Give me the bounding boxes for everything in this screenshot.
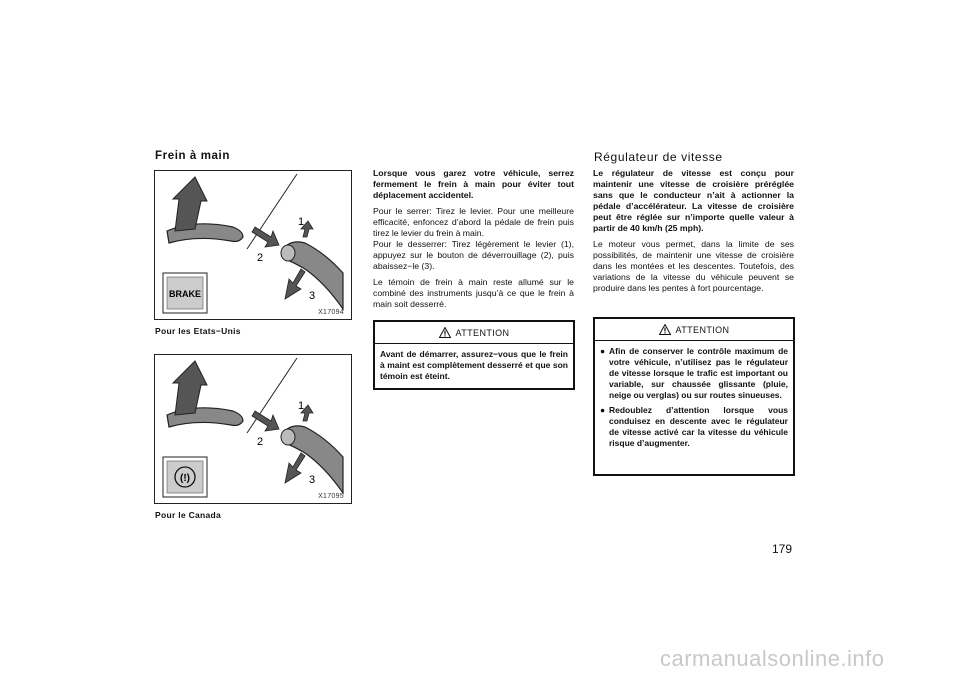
parking-brake-illustration-canada (155, 355, 352, 504)
cruise-control-note: Le moteur vous permet, dans la limite de ses possibilités, de maintenir une vitesse de croisière dans les montées et les descentes. Toutefois, des variations de la vitesse du véhicule peuvent se produire dans les pentes à fort pourcentage. (593, 239, 794, 293)
figure-caption-usa: Pour les Etats−Unis (155, 326, 241, 336)
attention-bullet (600, 346, 788, 401)
brake-lamp-label: (!) (180, 473, 190, 484)
callout-1: 1 (298, 400, 305, 412)
attention-header (595, 319, 793, 341)
cruise-control-text (593, 168, 794, 299)
parking-brake-illustration (155, 171, 352, 320)
parking-brake-intro: Lorsque vous garez votre véhicule, serrez fermement le frein à main pour éviter tout déplacement accidentel. (373, 168, 574, 200)
attention-text: Avant de démarrer, assurez−vous que le frein à maint est complètement desserré et que son témoin est éteint. (380, 349, 568, 381)
bullet-icon: ● (600, 346, 606, 356)
page-number: 179 (772, 542, 793, 556)
section-title-regulateur: Régulateur de vitesse (594, 150, 723, 164)
callout-1: 1 (298, 216, 305, 228)
callout-2: 2 (257, 252, 264, 264)
brake-lamp-label: BRAKE (168, 289, 202, 299)
attention-bullet-text: Redoublez d’attention lorsque vous conduisez en descente avec le régulateur de vitesse activé car la vitesse du véhicule risque d’augmenter. (609, 405, 788, 448)
parking-brake-apply: Pour le serrer: Tirez le levier. Pour une meilleure efficacité, enfoncez d’abord la pédale de frein puis tirez le levier du frein à main. (373, 206, 574, 238)
callout-3: 3 (309, 290, 316, 302)
attention-bullet-text: Afin de conserver le contrôle maximum de votre véhicule, n’utilisez pas le régulateur de vitesse lorsque le trafic est important ou variable, sur chaussée glissante (pluie, neige ou verglas) ou sur routes sinueuses. (609, 346, 788, 400)
figure-code: X17095 (318, 493, 344, 500)
callout-2: 2 (257, 436, 264, 448)
warning-triangle-icon (659, 324, 671, 335)
attention-box-cruise (593, 317, 795, 476)
attention-title: ATTENTION (675, 324, 730, 335)
watermark-text: carmanualsonline.info (660, 646, 885, 671)
attention-header (375, 322, 573, 344)
figure-caption-canada: Pour le Canada (155, 510, 222, 520)
parking-brake-release: Pour le desserrer: Tirez légèrement le levier (1), appuyez sur le bouton de déverrouillage (2), puis abaissez−le (3). (373, 239, 574, 271)
section-title-frein: Frein à main (155, 150, 230, 162)
attention-box-brake (373, 320, 575, 390)
warning-triangle-icon (439, 327, 451, 338)
figure-code: X17094 (318, 309, 344, 316)
parking-brake-text (373, 168, 574, 315)
attention-title: ATTENTION (455, 327, 510, 338)
attention-list (595, 341, 793, 459)
attention-bullet (600, 405, 788, 449)
bullet-icon: ● (600, 405, 606, 415)
figure-usa (154, 170, 352, 320)
figure-canada (154, 354, 352, 504)
cruise-control-intro: Le régulateur de vitesse est conçu pour maintenir une vitesse de croisière préréglée sans que le conducteur n’ait à actionner la pédale d’accélérateur. La vitesse de croisière peut être réglée sur n’importe quelle valeur à partir de 40 km/h (25 mph). (593, 168, 794, 233)
parking-brake-lamp-note: Le témoin de frein à main reste allumé sur le combiné des instruments jusqu’à ce que le frein à main soit desserré. (373, 277, 574, 309)
callout-3: 3 (309, 474, 316, 486)
